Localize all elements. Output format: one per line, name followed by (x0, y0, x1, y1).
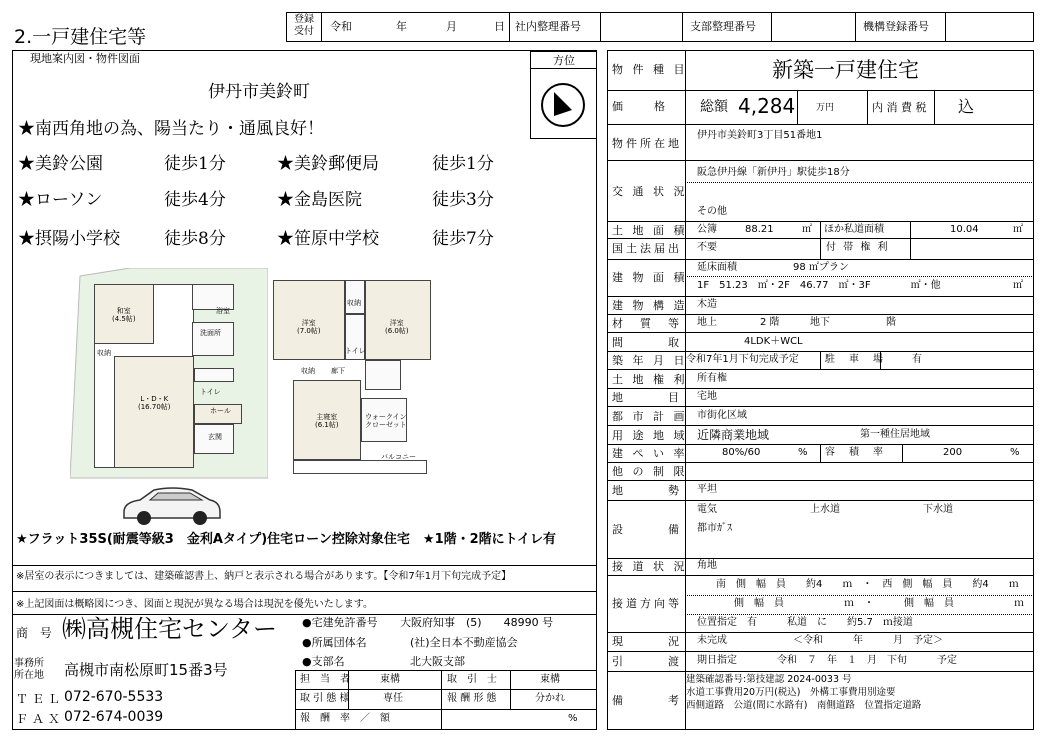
nearby-distance: 徒歩3分 (432, 190, 494, 210)
handler-value: 東構 (540, 674, 560, 685)
built-value: 令和7年1月下旬完成予定 (686, 354, 799, 365)
coverage-label: 建 ぺ い 率 (612, 447, 688, 460)
built-label: 築 年 月 日 (612, 354, 688, 367)
deal-type-label: 取 引 態 様 (300, 693, 350, 704)
price-value: 4,284 (738, 94, 796, 118)
far-label: 容 積 率 (825, 447, 885, 458)
month-label: 月 (446, 20, 457, 33)
far-unit: % (1010, 447, 1020, 458)
far-value: 200 (943, 447, 963, 458)
sewer-value: 下水道 (923, 504, 953, 515)
day-label: 日 (494, 20, 505, 33)
room-label: 玄関 (208, 433, 222, 441)
nearby-distance: 徒歩8分 (164, 229, 226, 249)
highlight-text: ★南西角地の為、陽当たり・通風良好！ (18, 119, 324, 139)
sqm-unit: ㎡ (802, 224, 812, 235)
underground-label: 地下 (810, 317, 830, 328)
staff-label: 担 当 者 (300, 674, 350, 685)
nearby-name: ★摂陽小学校 (18, 229, 120, 249)
coverage-unit: % (798, 447, 808, 458)
fee-rate-label: 報 酬 率 ／ 額 (300, 713, 390, 724)
layout-value: 4LDK＋WCL (744, 336, 803, 347)
material-label: 材 質 等 (612, 317, 682, 330)
nearby-distance: 徒歩1分 (164, 154, 226, 174)
handler-label: 取 引 士 (447, 674, 497, 685)
room-label: ホール (210, 407, 231, 415)
room-washroom (192, 322, 234, 356)
license-label: ●宅建免許番号 (302, 616, 378, 629)
electric-value: 電気 (697, 504, 717, 515)
tax-value: 込 (958, 97, 975, 116)
kokudo-value: 不要 (697, 242, 717, 253)
car-icon (118, 484, 224, 526)
chimoku-label: 地 目 (612, 391, 682, 404)
delivery-label: 引 渡 (612, 655, 682, 668)
zoning-value-2: 第一種住居地域 (860, 429, 930, 440)
underground-unit: 階 (886, 317, 896, 328)
parking-value: 有 (912, 354, 922, 365)
ground-label: 地上 (697, 317, 717, 328)
nearby-name: ★金島医院 (277, 190, 362, 210)
land-registry: 公簿 (697, 224, 717, 235)
zoning-value-1: 近隣商業地域 (697, 428, 770, 442)
area-title: 伊丹市美鈴町 (208, 82, 310, 102)
closet-a (345, 280, 365, 314)
other-limits-label: 他 の 制 限 (612, 465, 688, 478)
room-label: 廊下 (331, 367, 345, 375)
road-row-3: 位置指定 有 私道 に 約5.7 ｍ接道 (697, 617, 913, 628)
room-label: 浴室 (216, 307, 230, 315)
land-right-label: 土 地 権 利 (612, 373, 688, 386)
trade-label: 商 号 (16, 626, 56, 640)
building-area-label: 建 物 面 積 (612, 271, 688, 284)
room-ldk (114, 356, 194, 468)
stairs-1f (194, 368, 234, 382)
room-label: ウォークイン クローゼット (365, 413, 407, 429)
nearby-name: ★美鈴郵便局 (277, 154, 379, 174)
kokudo-label: 国土法届出 (612, 242, 682, 255)
coverage-value: 80%/60 (722, 447, 761, 458)
nearby-name: ★ローソン (18, 190, 103, 210)
road-dir-label: 接道方向等 (612, 597, 682, 610)
parking-label: 駐 車 場 (825, 354, 885, 365)
assoc-value: (社)全日本不動産協会 (410, 636, 518, 649)
agent-fax: 072-674-0039 (64, 709, 164, 725)
road-row-1: 南 側 幅 員 約4 ｍ ・ 西 側 幅 員 約4 ｍ (716, 579, 1019, 590)
nearby-distance: 徒歩4分 (164, 190, 226, 210)
price-label: 価 格 (612, 100, 668, 113)
fax-label: ＦＡＸ (16, 712, 65, 726)
price-unit: 万円 (816, 103, 835, 113)
balcony (293, 460, 427, 474)
access-value: 阪急伊丹線「新伊丹」駅徒歩18分 (697, 167, 850, 178)
floor-plan-1f (70, 268, 268, 480)
note-1: ※居室の表示につきましては、建築確認書上、納戸と表示される場合があります。【令和7年1月下旬完成予定】 (16, 571, 512, 582)
staff-value: 東構 (380, 674, 400, 685)
road-row-2: 側 幅 員 ｍ ・ 側 幅 員 ｍ (734, 598, 1024, 609)
total-floor-value: 98 ㎡プラン (793, 262, 849, 273)
branch-label: ●支部名 (302, 655, 345, 668)
access-other: その他 (697, 206, 727, 217)
room-label: 洋室 (6.0帖) (385, 319, 409, 335)
futai-label: 付 帯 権 利 (826, 242, 890, 253)
structure-value: 木造 (697, 299, 717, 310)
remark-line: 水道工事費用20万円(税込) 外構工事費用別途要 (686, 687, 896, 698)
land-right-value: 所有権 (697, 373, 727, 384)
gas-value: 都市ｶﾞｽ (697, 523, 732, 534)
sqm-unit: ㎡ (1013, 280, 1023, 291)
floor-breakdown: 1F 51.23 ㎡・2F 46.77 ㎡・3F ㎡・他 (697, 280, 941, 291)
tel-label: ＴＥＬ (16, 692, 65, 706)
nearby-name: ★美鈴公園 (18, 154, 103, 174)
nearby-distance: 徒歩7分 (432, 229, 494, 249)
device-no-label: 機構登録番号 (863, 20, 929, 33)
assoc-label: ●所属団体名 (302, 636, 367, 649)
road-status-label: 接 道 状 況 (612, 560, 688, 573)
room-label: 主寝室 (6.1帖) (315, 413, 339, 429)
office-label: 事務所 所在地 (14, 658, 44, 681)
remark-line: 西側道路 公道(間に水路有) 南側道路 位置指定道路 (686, 700, 922, 711)
deal-type-value: 専任 (383, 693, 403, 704)
room-label: 洋室 (7.0帖) (297, 319, 321, 335)
fee-form-value: 分かれ (535, 693, 565, 704)
room-label: 収納 (347, 299, 361, 307)
city-plan-label: 都 市 計 画 (612, 410, 688, 423)
terrain-value: 平坦 (697, 484, 717, 495)
fee-rate-unit: % (568, 713, 578, 724)
agent-name: ㈱高槻住宅センター (62, 615, 278, 643)
nearby-distance: 徒歩1分 (432, 154, 494, 174)
land-area-label: 土 地 面 積 (612, 224, 688, 237)
remarks-label: 備 考 (612, 694, 682, 707)
agent-address: 高槻市南松原町15番3号 (64, 661, 228, 679)
address-label: 物件所在地 (612, 137, 682, 150)
tax-label: 内 消 費 税 (872, 101, 927, 114)
year-label: 年 (396, 20, 407, 33)
remark-line: 建築確認番号:第技建認 2024-0033 号 (686, 674, 852, 685)
kind-label: 物 件 種 目 (612, 63, 688, 76)
room-label: 収納 (97, 349, 111, 357)
total-floor-label: 延床面積 (697, 262, 737, 273)
room-label: 収納 (301, 367, 315, 375)
room-label: トイレ (345, 347, 366, 355)
facility-label: 設 備 (612, 523, 682, 536)
branch-value: 北大阪支部 (410, 655, 465, 668)
room-label: 和室 (4.5帖) (112, 307, 136, 323)
branch-no-label: 支部整理番号 (690, 20, 756, 33)
room-label: トイレ (200, 388, 221, 396)
zoning-label: 用 途 地 域 (612, 429, 688, 442)
private-road-value: 10.04 (950, 224, 979, 235)
kind-value: 新築一戸建住宅 (772, 58, 919, 82)
map-label: 現地案内図・物件図面 (30, 52, 140, 65)
private-road-label: ほか私道面積 (824, 224, 884, 235)
price-total-label: 総額 (700, 99, 728, 115)
spec-table (607, 50, 1034, 730)
nearby-name: ★笹原中学校 (277, 229, 379, 249)
current-plan: ＜令和 年 月 予定＞ (793, 635, 943, 646)
structure-label: 建 物 構 造 (612, 299, 688, 312)
current-value: 未完成 (697, 635, 727, 646)
direction-label: 方位 (553, 54, 575, 67)
page-title: 2.一戸建住宅等 (14, 26, 147, 48)
road-status-value: 角地 (697, 560, 717, 571)
room-label: バルコニー (381, 453, 416, 461)
floor-plan-2f (273, 280, 433, 475)
internal-no-label: 社内整理番号 (515, 20, 581, 33)
water-value: 上水道 (810, 504, 840, 515)
agent-tel: 072-670-5533 (64, 689, 164, 705)
current-label: 現 況 (612, 635, 682, 648)
city-plan-value: 市街化区域 (697, 410, 747, 421)
note-2: ※上記図面は概略図につき、図面と現況が異なる場合は現況を優先いたします。 (16, 599, 373, 610)
access-label: 交 通 状 況 (612, 185, 688, 198)
fee-form-label: 報 酬 形 態 (447, 693, 497, 704)
era-label: 令和 (330, 20, 352, 33)
sqm-unit: ㎡ (1013, 224, 1023, 235)
land-area-value: 88.21 (745, 224, 774, 235)
loan-note: ★フラット35S(耐震等級3 金利Aタイプ)住宅ローン控除対象住宅 ★1階・2階にトイレ有 (16, 532, 557, 547)
compass-north-icon (540, 82, 586, 128)
license-value: 大阪府知事 (5) 48990 号 (400, 616, 554, 629)
room-label: L・D・K (16.70帖) (138, 395, 171, 411)
chimoku-value: 宅地 (697, 391, 717, 402)
room-label: 洗面所 (200, 329, 221, 337)
delivery-value: 期日指定 令和 ７ 年 １ 月 下旬 予定 (697, 655, 957, 666)
address-value: 伊丹市美鈴町3丁目51番地1 (697, 130, 823, 141)
layout-label: 間 取 (612, 336, 682, 349)
terrain-label: 地 勢 (612, 484, 682, 497)
registration-label: 登録 受付 (294, 14, 314, 37)
stairs-2f (365, 360, 401, 390)
floors-value: 2 階 (760, 317, 780, 328)
